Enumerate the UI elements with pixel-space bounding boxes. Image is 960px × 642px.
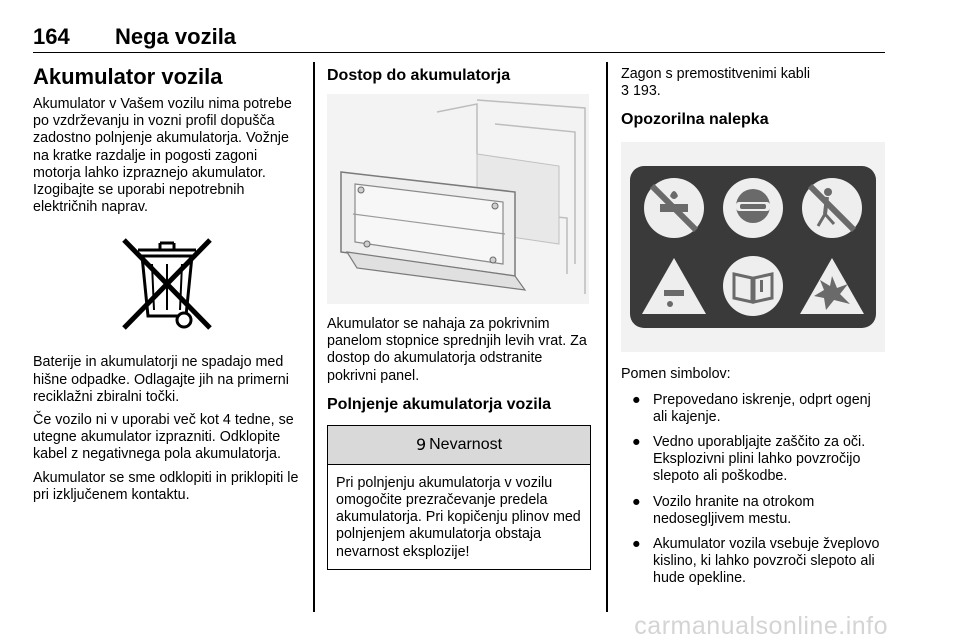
danger-warning-title: Nevarnost xyxy=(429,435,503,453)
step-cover-panel-illustration xyxy=(327,94,589,304)
list-item: ● Vozilo hranite na otrokom nedosegljivem mestu. xyxy=(632,493,815,527)
page-number: 164 xyxy=(33,24,70,49)
section-heading-warning-label: Opozorilna nalepka xyxy=(621,111,769,129)
list-item: ● Vedno uporabljajte zaščito za oči. Eksplozivni plini lahko povzročijo slepoto ali poškodbe. xyxy=(632,434,866,485)
column-2 xyxy=(327,60,593,570)
bullet-icon: ● xyxy=(632,391,641,408)
no-fire-icon xyxy=(644,178,704,238)
bullet-icon: ● xyxy=(632,493,641,510)
eye-protection-icon xyxy=(723,178,783,238)
section-heading-battery-access: Dostop do akumulatorja xyxy=(327,67,511,84)
watermark: carmanualsonline.info xyxy=(634,612,888,640)
crossed-out-wheelie-bin-icon xyxy=(112,234,222,334)
section-heading-battery: Akumulator vozila xyxy=(33,64,223,89)
paragraph-long-storage: Če vozilo ni v uporabi več kot 4 tedne, se utegne akumulator izprazniti. Odklopite kabel z negativnega pola akumulatorja. xyxy=(33,412,294,463)
column-3 xyxy=(621,60,885,596)
page-title: Nega vozila xyxy=(115,24,237,49)
list-item: ● Akumulator vozila vsebuje žveplovo kislino, ki lahko povzroči slepoto ali hude opekline. xyxy=(632,536,880,587)
reference-page-link[interactable]: 193. xyxy=(632,83,661,100)
page-header xyxy=(33,22,885,53)
danger-warning-text: Pri polnjenju akumulatorja v vozilu omogočite prezračevanje predela akumulatorja. Pri kopičenju plinov med polnjenjem akumulatorja obstaja nevarnost eksplozije! xyxy=(336,474,581,560)
paragraph-jump-start: Zagon s premostitvenimi kabli xyxy=(621,66,811,82)
bullet-icon: ● xyxy=(632,434,641,451)
warning-label-illustration xyxy=(621,142,885,352)
column-divider-2 xyxy=(606,62,608,612)
paragraph-battery-intro: Akumulator v Vašem vozilu nima potrebe po vzdrževanju in vozni profil dopušča zadostno polnjenje akumulatorja. Vožnje na kratke razdalje in pogosti zagoni motorja lahko izpraznejo akumulator. Izogibajte se uporabi nepotrebnih električnih naprav. xyxy=(33,96,292,216)
paragraph-symbols-meaning: Pomen simbolov: xyxy=(621,366,731,383)
symbol-list xyxy=(621,392,885,588)
paragraph-disposal: Baterije in akumulatorji ne spadajo med hišne odpadke. Odlagajte jih na primerni reciklažni zbiralni točki. xyxy=(33,354,289,405)
reference-arrow-icon: 3 xyxy=(621,83,629,100)
danger-warning-box xyxy=(327,425,591,570)
column-divider-1 xyxy=(313,62,315,612)
paragraph-battery-location: Akumulator se nahaja za pokrivnim panelom stopnice sprednjih levih vrat. Za dostop do akumulatorja odstranite pokrivni panel. xyxy=(327,316,587,384)
list-item: ● Prepovedano iskrenje, odprt ogenj ali kajenje. xyxy=(632,391,871,425)
danger-warning-header xyxy=(328,426,590,465)
warning-triangle-icon: 9 xyxy=(415,435,427,455)
keep-away-children-icon xyxy=(802,178,862,238)
column-1 xyxy=(33,60,301,510)
paragraph-disconnect: Akumulator se sme odklopiti in priklopiti le pri izključenem kontaktu. xyxy=(33,469,299,503)
page-reference xyxy=(621,83,885,100)
read-manual-icon xyxy=(723,256,783,316)
section-heading-charging: Polnjenje akumulatorja vozila xyxy=(327,395,552,413)
bullet-icon: ● xyxy=(632,536,641,553)
